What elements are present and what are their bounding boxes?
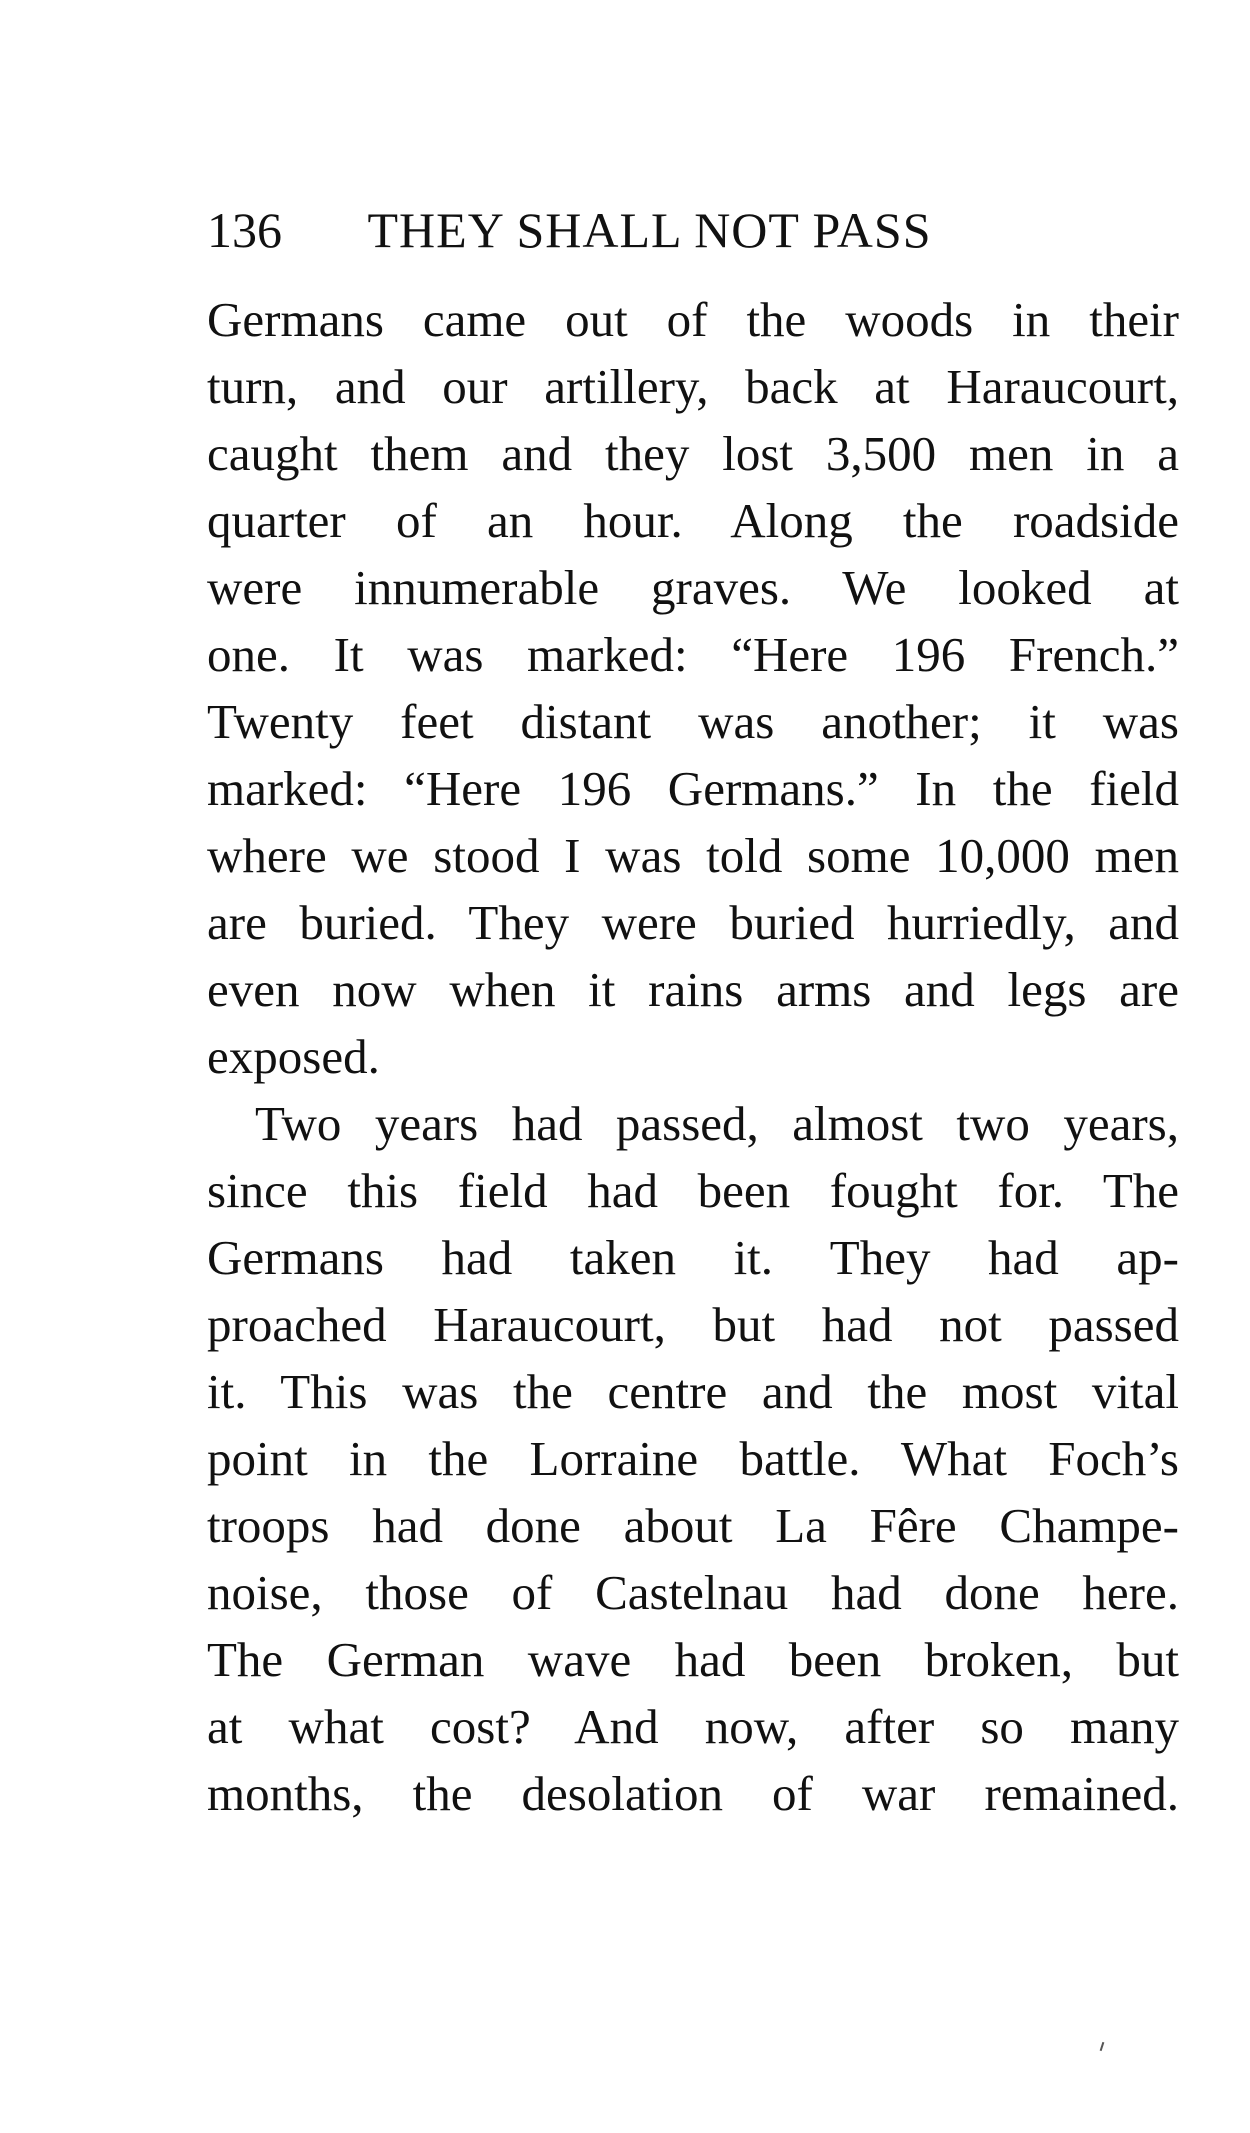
running-head: [207, 200, 1047, 260]
text-line: exposed.: [207, 1029, 380, 1084]
text-line: Germans came out of the woods in their: [207, 292, 1179, 347]
text-line: troops had done about La Fêre Champe-: [207, 1498, 1179, 1553]
text-line: were innumerable graves. We looked at: [207, 560, 1179, 615]
body-text: [207, 286, 1179, 1827]
text-line: The German wave had been broken, but: [207, 1632, 1179, 1687]
text-line: it. This was the centre and the most vital: [207, 1364, 1179, 1419]
paragraph-1: [207, 286, 1179, 1090]
text-line: marked: “Here 196 Germans.” In the field: [207, 761, 1179, 816]
text-line: point in the Lorraine battle. What Foch’s: [207, 1431, 1179, 1486]
text-line: Germans had taken it. They had ap-: [207, 1230, 1179, 1285]
page-number: 136: [207, 202, 282, 258]
text-line: Two years had passed, almost two years,: [255, 1096, 1179, 1151]
text-line: noise, those of Castelnau had done here.: [207, 1565, 1179, 1620]
text-line: proached Haraucourt, but had not passed: [207, 1297, 1179, 1352]
running-title: THEY SHALL NOT PASS: [367, 202, 932, 258]
text-line: where we stood I was told some 10,000 men: [207, 828, 1179, 883]
text-line: caught them and they lost 3,500 men in a: [207, 426, 1179, 481]
text-line: Twenty feet distant was another; it was: [207, 694, 1179, 749]
text-line: one. It was marked: “Here 196 French.”: [207, 627, 1179, 682]
paper-speck: [1100, 2042, 1105, 2051]
text-line: quarter of an hour. Along the roadside: [207, 493, 1179, 548]
text-line: even now when it rains arms and legs are: [207, 962, 1179, 1017]
text-line: at what cost? And now, after so many: [207, 1699, 1179, 1754]
text-line: since this field had been fought for. The: [207, 1163, 1179, 1218]
text-line: months, the desolation of war remained.: [207, 1766, 1179, 1821]
text-line: turn, and our artillery, back at Haraucourt,: [207, 359, 1179, 414]
text-line: are buried. They were buried hurriedly, and: [207, 895, 1179, 950]
paragraph-2: [207, 1090, 1179, 1827]
